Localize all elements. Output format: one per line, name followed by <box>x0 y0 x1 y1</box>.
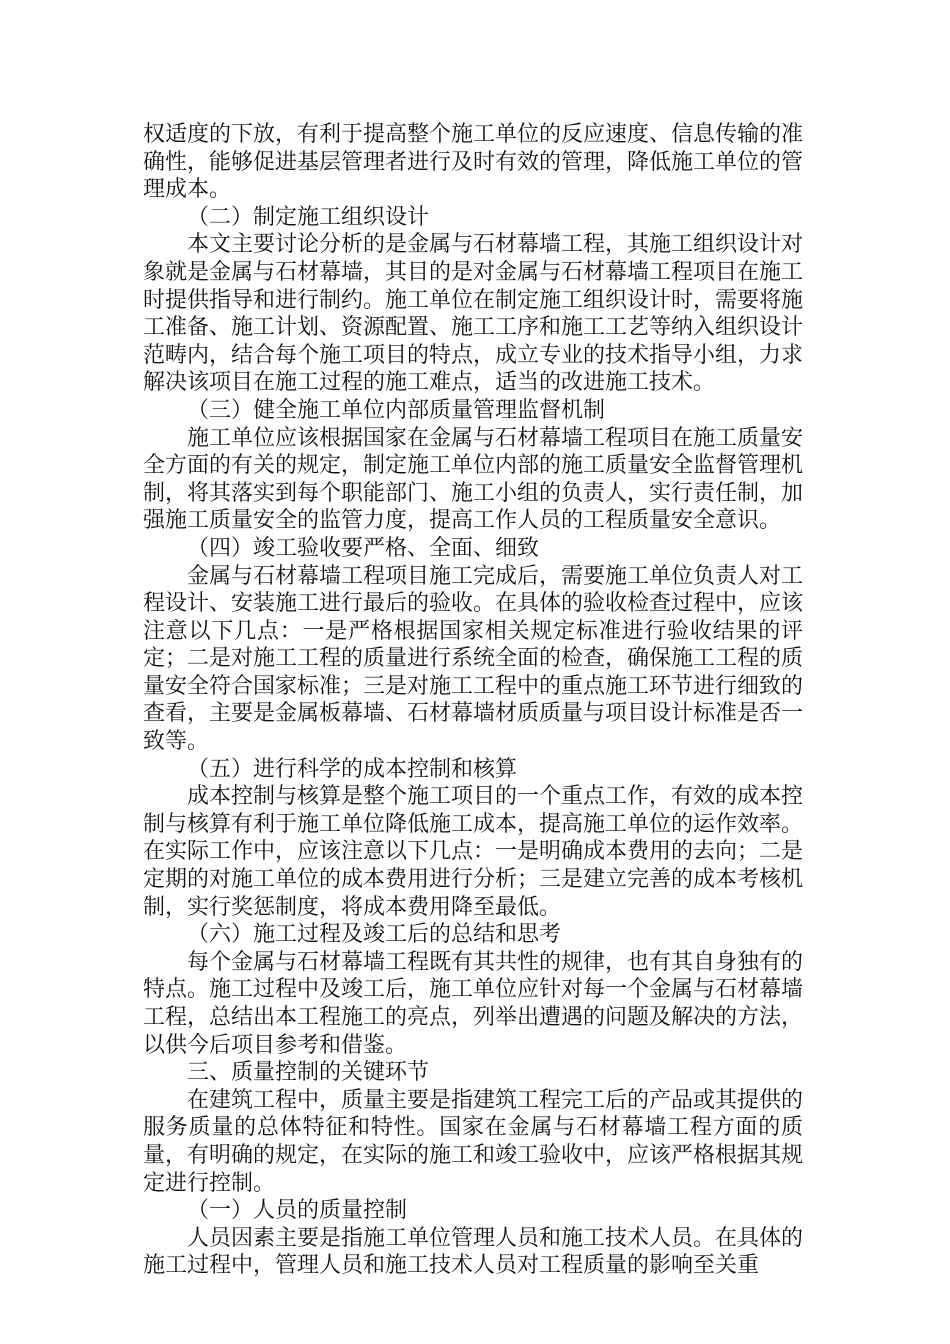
paragraph: 每个金属与石材幕墙工程既有其共性的规律，也有其自身独有的特点。施工过程中及竣工后，施工单位应针对每一个金属与石材幕墙工程，总结出本工程施工的亮点，列举出遭遇的问题及解决的方法，以供今后项目参考和借鉴。 <box>143 949 804 1058</box>
section-heading: 三、质量控制的关键环节 <box>187 1060 430 1086</box>
section-heading: （二）制定施工组织设计 <box>187 204 430 230</box>
document-page <box>143 121 803 1280</box>
section-heading: （五）进行科学的成本控制和核算 <box>187 756 518 782</box>
section-heading: （一）人员的质量控制 <box>187 1198 408 1224</box>
section-heading: （四）竣工验收要严格、全面、细致 <box>187 535 540 561</box>
paragraph: 权适度的下放，有利于提高整个施工单位的反应速度、信息传输的准确性，能够促进基层管理者进行及时有效的管理，降低施工单位的管理成本。 <box>143 122 804 203</box>
paragraph: 本文主要讨论分析的是金属与石材幕墙工程，其施工组织设计对象就是金属与石材幕墙，其目的是对金属与石材幕墙工程项目在施工时提供指导和进行制约。施工单位在制定施工组织设计时，需要将施工准备、施工计划、资源配置、施工工序和施工工艺等纳入组织设计范畴内，结合每个施工项目的特点，成立专业的技术指导小组，力求解决该项目在施工过程的施工难点，适当的改进施工技术。 <box>143 232 804 396</box>
paragraph: 人员因素主要是指施工单位管理人员和施工技术人员。在具体的施工过程中，管理人员和施工技术人员对工程质量的影响至关重 <box>143 1225 804 1279</box>
paragraph: 成本控制与核算是整个施工项目的一个重点工作，有效的成本控制与核算有利于施工单位降低施工成本，提高施工单位的运作效率。在实际工作中，应该注意以下几点：一是明确成本费用的去向；二是定期的对施工单位的成本费用进行分析；三是建立完善的成本考核机制，实行奖惩制度，将成本费用降至最低。 <box>143 784 804 920</box>
paragraph: 施工单位应该根据国家在金属与石材幕墙工程项目在施工质量安全方面的有关的规定，制定施工单位内部的施工质量安全监督管理机制，将其落实到每个职能部门、施工小组的负责人，实行责任制，加强施工质量安全的监管力度，提高工作人员的工程质量安全意识。 <box>143 425 804 534</box>
paragraph: 金属与石材幕墙工程项目施工完成后，需要施工单位负责人对工程设计、安装施工进行最后的验收。在具体的验收检查过程中，应该注意以下几点：一是严格根据国家相关规定标准进行验收结果的评定；二是对施工工程的质量进行系统全面的检查，确保施工工程的质量安全符合国家标准；三是对施工工程中的重点施工环节进行细致的查看，主要是金属板幕墙、石材幕墙材质质量与项目设计标准是否一致等。 <box>143 563 804 755</box>
section-heading: （三）健全施工单位内部质量管理监督机制 <box>187 397 606 423</box>
section-heading: （六）施工过程及竣工后的总结和思考 <box>187 922 562 948</box>
paragraph: 在建筑工程中，质量主要是指建筑工程完工后的产品或其提供的服务质量的总体特征和特性。国家在金属与石材幕墙工程方面的质量，有明确的规定，在实际的施工和竣工验收中，应该严格根据其规定进行控制。 <box>143 1087 804 1196</box>
